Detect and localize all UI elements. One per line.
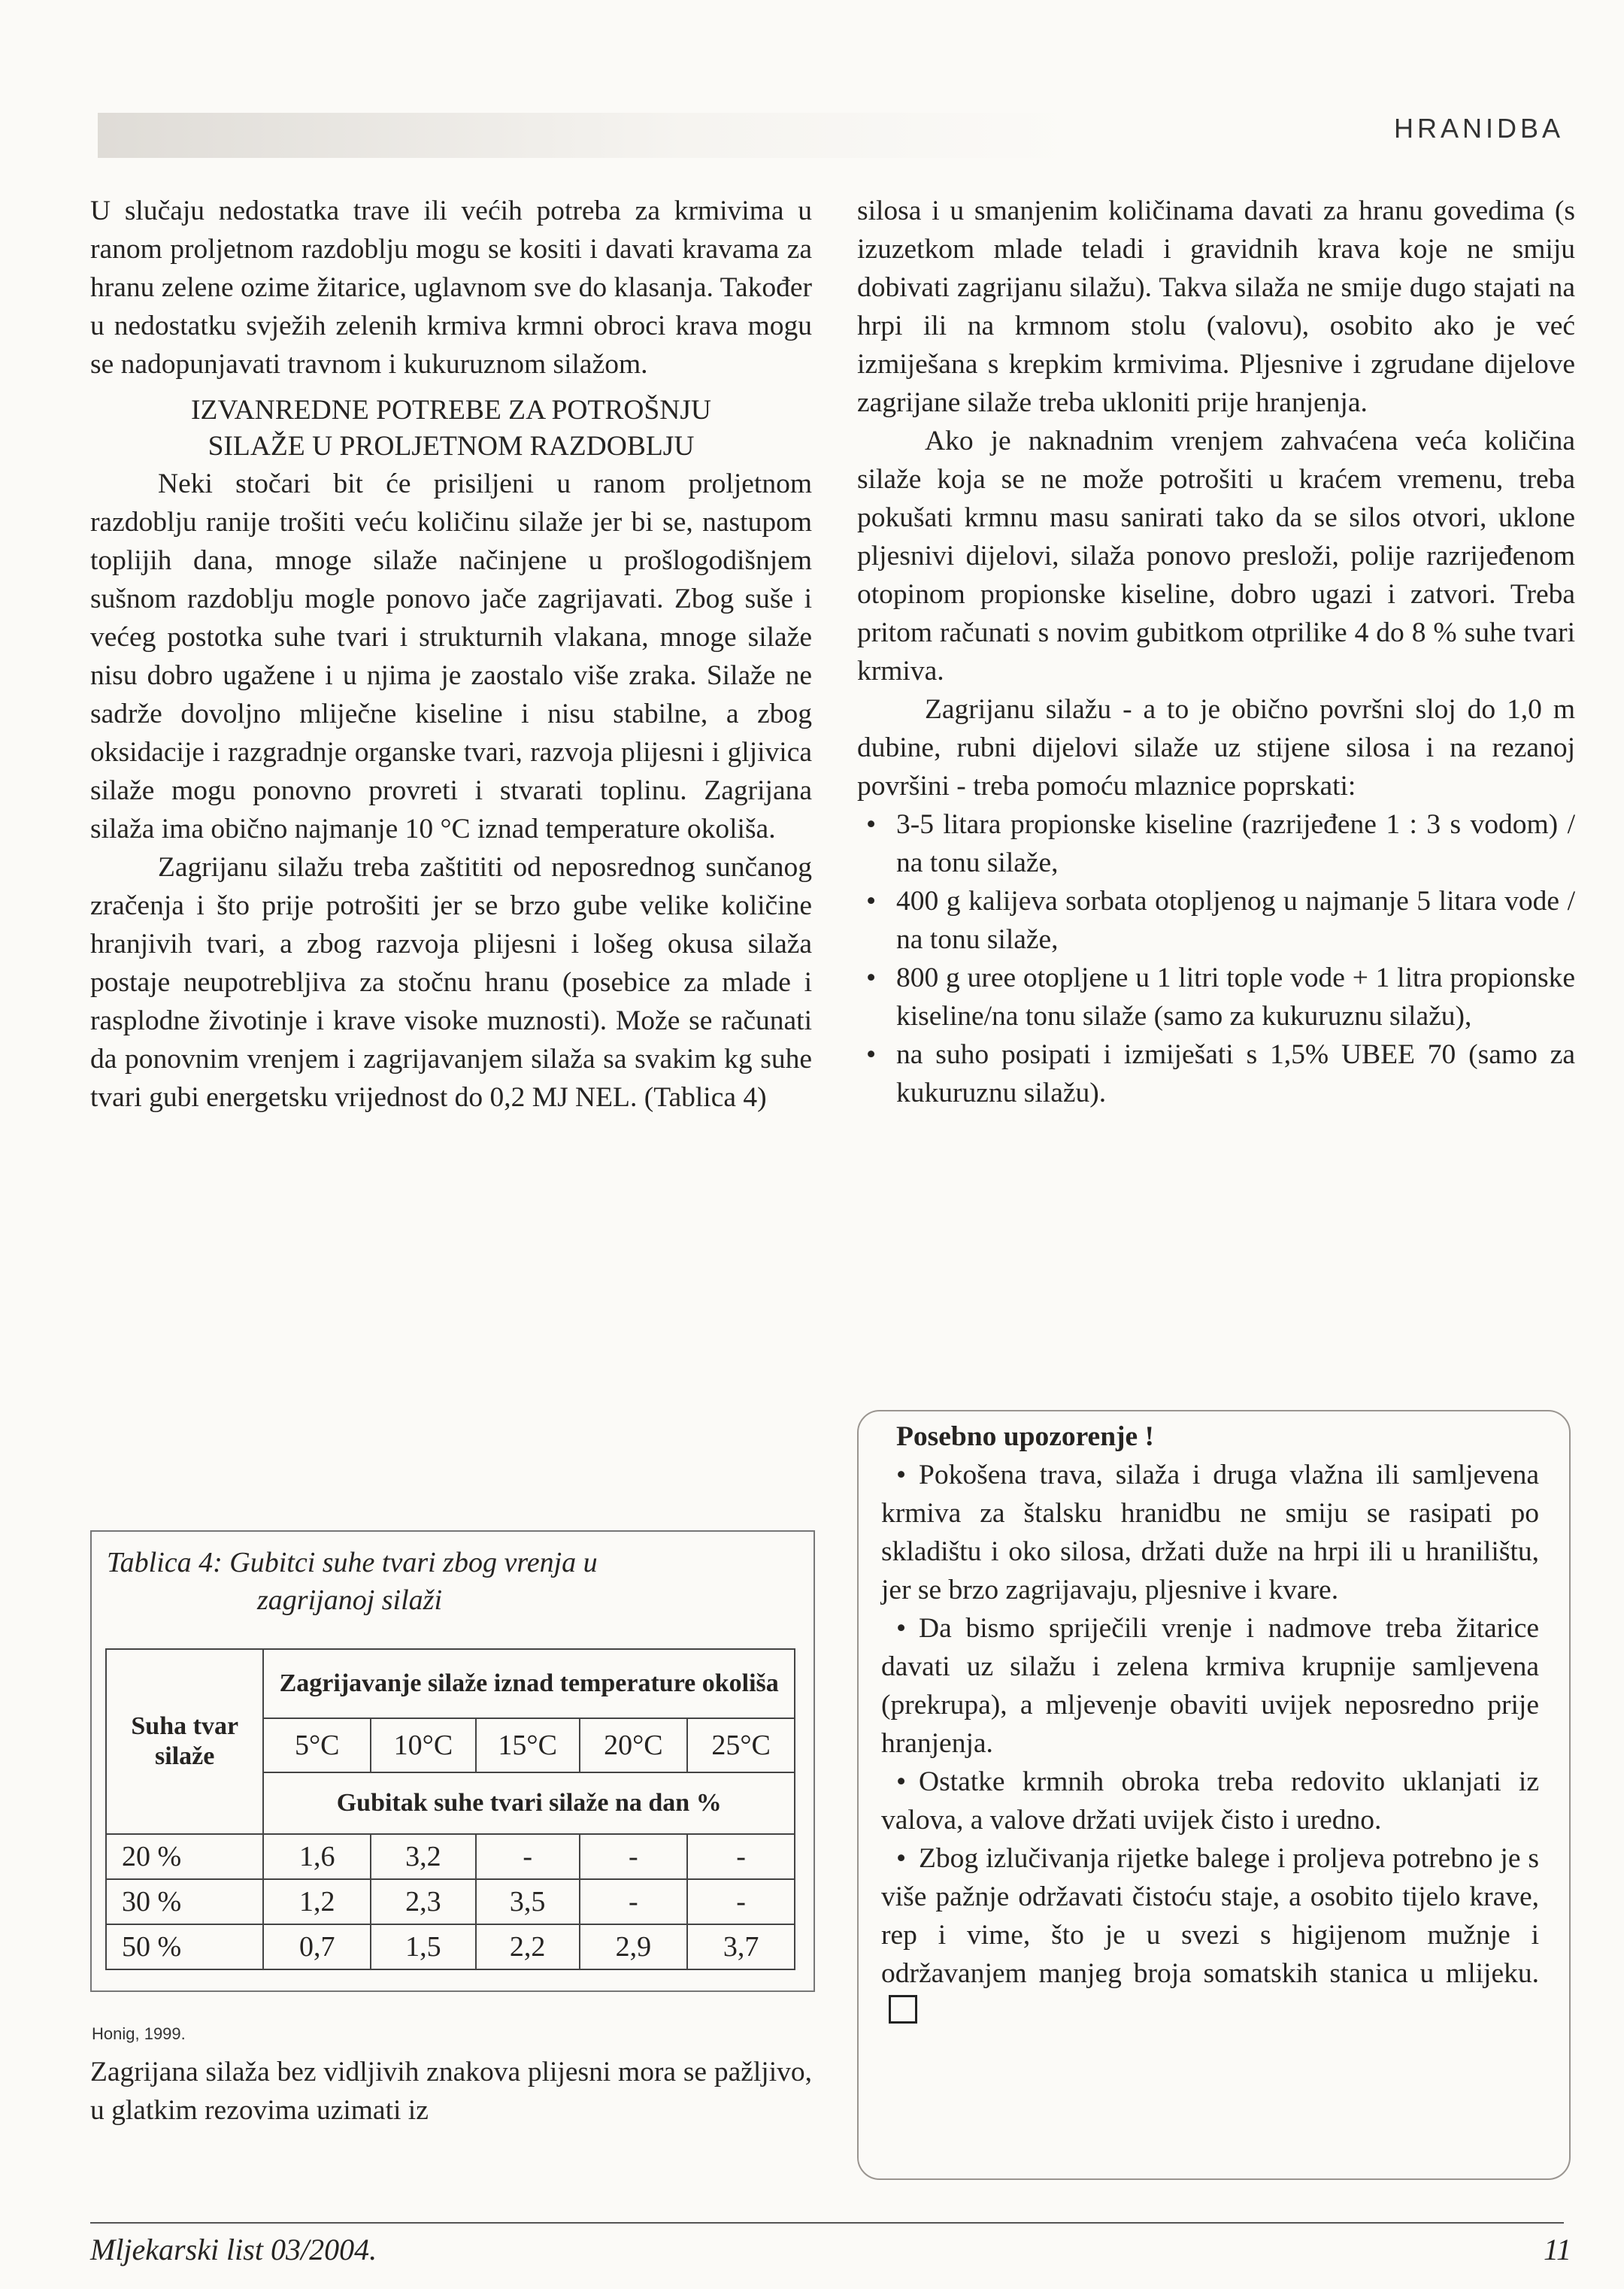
bullet-icon: • (896, 1766, 907, 1797)
table-row (106, 1924, 795, 1969)
cell: - (476, 1834, 580, 1879)
temp-header: 20°C (580, 1718, 688, 1772)
cell: 1,2 (263, 1879, 371, 1924)
left-column (90, 192, 812, 1117)
row-label: 20 % (106, 1834, 263, 1879)
right-column (857, 192, 1575, 1112)
paragraph: Zagrijanu silažu treba zaštititi od neposrednog sunčanog zračenja i što prije potrošiti jer se brzo gube velike količine hranjivih tvari, a zbog razvoja plijesni i lošeg okusa silaža postaje neupotrebljiva za stočnu hranu (posebice za mlade i rasplodne životinje i krave visoke muznosti). Može se računati da ponovnim vrenjem i zagrijavanjem silaža sa svakim kg suhe tvari gubi energetsku vrijednost do 0,2 MJ NEL. (Tablica 4) (90, 852, 812, 1113)
cell: - (580, 1834, 688, 1879)
temp-header: 5°C (263, 1718, 371, 1772)
sub-header: Gubitak suhe tvari silaže na dan % (263, 1772, 795, 1834)
cell: - (580, 1879, 688, 1924)
cell: - (687, 1879, 795, 1924)
cell: 3,7 (687, 1924, 795, 1969)
caption-line: Tablica 4: Gubitci suhe tvari zbog vrenja u (107, 1547, 598, 1578)
warning-title: Posebno upozorenje ! (896, 1421, 1155, 1452)
paragraph: U slučaju nedostatka trave ili većih potreba za krmivima u ranom proljetnom razdoblju mogu se kositi i davati kravama za hranu zelene ozime žitarice, uglavnom sve do klasanja. Također u nedostatku svježih zelenih krmiva krmni obroci krava mogu se nadopunjavati travnom i kukuruznom silažom. (90, 196, 812, 380)
warning-item: • Pokošena trava, silaža i druga vlažna ili samljevena krmiva za štalsku hranidbu ne smiju se rasipati po skladištu i oko silosa, držati duže na hrpi ili u hranilištu, jer se brzo zagrijavaju, pljesnive i kvare. (881, 1456, 1539, 1609)
paragraph: Zagrijana silaža bez vidljivih znakova plijesni mora se pažljivo, u glatkim rezovima uzimati iz (90, 2057, 812, 2126)
top-header: Zagrijavanje silaže iznad temperature okoliša (263, 1649, 795, 1718)
temp-header: 15°C (476, 1718, 580, 1772)
page-number: 11 (1543, 2233, 1571, 2266)
list-item: • 3-5 litara propionske kiseline (razrijeđene 1 : 3 s vodom) / na tonu silaže, (857, 805, 1575, 882)
cell: 2,9 (580, 1924, 688, 1969)
list-item: • 800 g uree otopljene u 1 litri tople vode + 1 litra propionske kiseline/na tonu silaže (samo za kukuruznu silažu), (857, 959, 1575, 1035)
cell: 2,2 (476, 1924, 580, 1969)
cell: 0,7 (263, 1924, 371, 1969)
heading-line: SILAŽE U PROLJETNOM RAZDOBLJU (208, 431, 695, 462)
footer-rule (90, 2222, 1564, 2224)
warning-box (857, 1410, 1571, 2180)
section-heading (90, 393, 812, 465)
caption-line: zagrijanoj silaži (257, 1584, 442, 1616)
cell: - (687, 1834, 795, 1879)
temp-header: 10°C (371, 1718, 476, 1772)
cell: 1,6 (263, 1834, 371, 1879)
paragraph: Neki stočari bit će prisiljeni u ranom proljetnom razdoblju ranije trošiti veću količinu silaže jer bi se, nastupom toplijih dana, mnoge silaže načinjene u prošlogodišnjem sušnom razdoblju mogle ponovo jače zagrijavati. Zbog suše i većeg postotka suhe tvari i strukturnih vlakana, mnoge silaže nisu dobro ugažene i u njima je zaostalo više zraka. Silaže ne sadrže dovoljno mliječne kiseline i nisu stabilne, a zbog oksidacije i razgradnje organske tvari, razvoja plijesni i gljivica silaže mogu ponovno provreti i stvarati toplinu. Zagrijana silaža ima obično najmanje 10 °C iznad temperature okoliša. (90, 468, 812, 844)
list-item: • 400 g kalijeva sorbata otopljenog u najmanje 5 litara vode / na tonu silaže, (857, 882, 1575, 959)
table-caption (107, 1544, 783, 1619)
warning-item: • Zbog izlučivanja rijetke balege i proljeva potrebno je s više pažnje održavati čistoću staje, a osobito tijelo krave, rep i vime, što je u svezi s higijenom mužnje i održavanjem manjeg broja somatskih stanica u mlijeku. (881, 1839, 1539, 2031)
table-row (106, 1834, 795, 1879)
cell: 2,3 (371, 1879, 476, 1924)
table-source: Honig, 1999. (92, 2024, 186, 2043)
header-band (98, 113, 1075, 158)
table-row (106, 1879, 795, 1924)
temp-header: 25°C (687, 1718, 795, 1772)
row-header: Suha tvar silaže (106, 1649, 263, 1834)
warning-item: • Ostatke krmnih obroka treba redovito uklanjati iz valova, a valove držati uvijek čisto i uredno. (881, 1763, 1539, 1839)
cell: 3,2 (371, 1834, 476, 1879)
warning-item: • Da bismo spriječili vrenje i nadmove treba žitarice davati uz silažu i zelena krmiva krupnije samljevena (prekrupa), a mljevenje obaviti uvijek neposredno prije hranjenja. (881, 1609, 1539, 1763)
end-square-icon (889, 1995, 917, 2024)
paragraph: Ako je naknadnim vrenjem zahvaćena veća količina silaže koja se ne može potrošiti u kraćem vremenu, treba pokušati krmnu masu sanirati tako da se silos otvori, uklone pljesnivi dijelovi, silaža ponovo presloži, polije razrijeđenom otopinom propionske kiseline, dobro ugazi i zatvori. Treba pritom računati s novim gubitkom otprilike 4 do 8 % suhe tvari krmiva. (857, 426, 1575, 687)
data-table (105, 1648, 795, 1970)
table-frame (90, 1530, 815, 1992)
list-item: • na suho posipati i izmiješati s 1,5% UBEE 70 (samo za kukuruznu silažu). (857, 1035, 1575, 1112)
bullet-list (857, 805, 1575, 1112)
cell: 3,5 (476, 1879, 580, 1924)
heading-line: IZVANREDNE POTREBE ZA POTROŠNJU (190, 395, 712, 426)
row-label: 50 % (106, 1924, 263, 1969)
bullet-icon: • (896, 1843, 907, 1874)
bullet-icon: • (896, 1460, 907, 1490)
bullet-icon: • (896, 1613, 907, 1644)
paragraph: Zagrijanu silažu - a to je obično površni sloj do 1,0 m dubine, rubni dijelovi silaže uz stijene silosa i na rezanoj površini - treba pomoću mlaznice poprskati: (857, 694, 1575, 802)
paragraph: silosa i u smanjenim količinama davati za hranu govedima (s izuzetkom mlade teladi i gravidnih krava koje ne smiju dobivati zagrijanu silažu). Takva silaža ne smije dugo stajati na hrpi ili na krmnom stolu (valovu), osobito ako je već izmiješana s krepkim krmivima. Pljesnive i zgrudane dijelove zagrijane silaže treba ukloniti prije hranjenja. (857, 196, 1575, 418)
cell: 1,5 (371, 1924, 476, 1969)
running-head: HRANIDBA (1393, 113, 1564, 144)
journal-name: Mljekarski list 03/2004. (90, 2233, 377, 2266)
row-label: 30 % (106, 1879, 263, 1924)
